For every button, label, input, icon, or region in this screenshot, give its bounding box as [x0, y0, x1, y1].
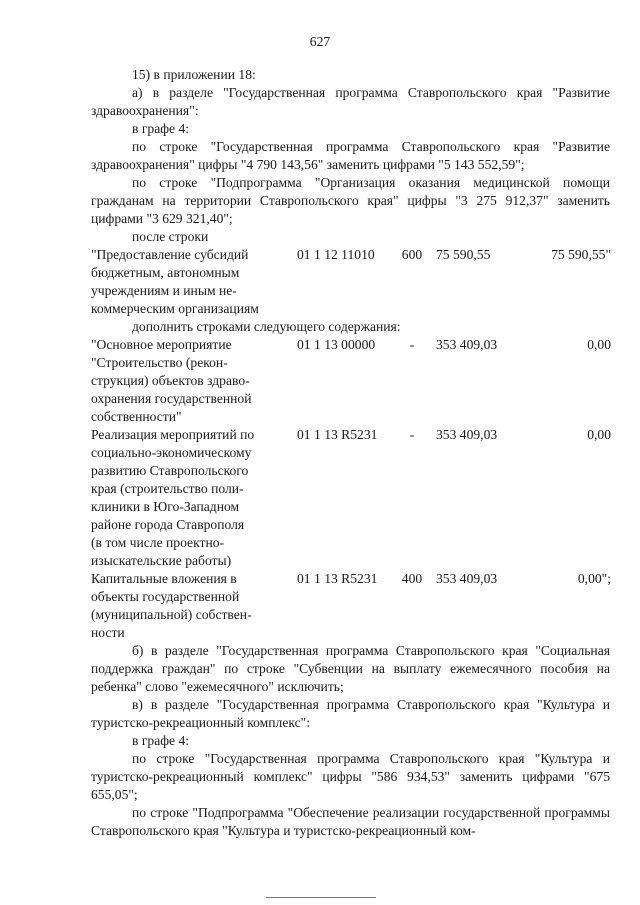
row-code: 01 1 12 11010: [297, 247, 375, 262]
row-kvr: 400: [401, 571, 423, 586]
row-kvr: -: [409, 427, 415, 442]
row-kvr: -: [409, 337, 415, 352]
paragraph-add-rows: дополнить строками следующего содержания:: [132, 319, 401, 334]
row-kvr: 600: [401, 247, 423, 262]
row-value-1: 353 409,03: [436, 571, 498, 586]
paragraph-item-15: 15) в приложении 18:: [132, 67, 256, 82]
row-value-1: 353 409,03: [436, 337, 498, 352]
paragraph-section-a: а) в разделе "Государственная программа Ставропольского края "Развитие здравоохранения":: [91, 85, 610, 118]
row-value-2: 0,00: [587, 427, 611, 442]
page-bottom-mark: [266, 897, 376, 898]
table-row: [91, 246, 610, 318]
paragraph-after-row: после строки: [132, 229, 209, 244]
row-value-2: 75 590,55": [551, 247, 611, 262]
row-value-2: 0,00";: [577, 571, 611, 586]
paragraph-column-4: в графе 4:: [132, 121, 190, 136]
row-value-1: 353 409,03: [436, 427, 498, 442]
row-name: "Основное мероприятие "Строительство (рекон- струкция) объектов здраво- охранения государственной собственности": [91, 337, 252, 424]
table-row: [91, 426, 610, 570]
paragraph-culture-subprogram: по строке "Подпрограмма "Обеспечение реализации государственной программы Ставропольского края "Культура и туристско-рекреационный ком-: [91, 805, 610, 838]
paragraph-subprogram-total: по строке "Подпрограмма "Организация оказания медицинской помощи гражданам на территории Ставропольского края" цифры "3 275 912,37" заменить цифрами "3 629 321,40";: [91, 175, 610, 226]
row-code: 01 1 13 R5231: [297, 427, 378, 442]
row-code: 01 1 13 00000: [297, 337, 376, 352]
paragraph-section-b: б) в разделе "Государственная программа Ставропольского края "Социальная поддержка граждан" по строке "Субвенции на выплату ежемесячного пособия на ребенка" слово "ежемесячного" исключить;: [91, 643, 610, 694]
paragraph-culture-total: по строке "Государственная программа Ставропольского края "Культура и туристско-рекреационный комплекс" цифры "586 934,53" заменить цифрами "675 655,05";: [91, 751, 610, 802]
table-row: [91, 336, 610, 426]
row-name: Реализация мероприятий по социально-экономическому развитию Ставропольского края (строительство поли- клиники в Юго-Западном районе города Ставрополя (в том числе проектно- изыскательские работы): [91, 427, 255, 568]
paragraph-section-v: в) в разделе "Государственная программа Ставропольского края "Культура и туристско-рекреационный комплекс":: [91, 697, 610, 730]
row-name: Капитальные вложения в объекты государственной (муниципальной) собствен- ности: [91, 571, 252, 640]
document-body: [91, 66, 610, 840]
page-number: 627: [309, 34, 331, 49]
row-code: 01 1 13 R5231: [297, 571, 378, 586]
table-row: [91, 570, 610, 642]
row-value-1: 75 590,55: [436, 247, 491, 262]
paragraph-program-total: по строке "Государственная программа Ставропольского края "Развитие здравоохранения" цифры "4 790 143,56" заменить цифрами "5 143 552,59";: [91, 139, 610, 172]
paragraph-column-4-b: в графе 4:: [132, 733, 190, 748]
row-name: "Предоставление субсидий бюджетным, автономным учреждениям и иным не- коммерческим организациям: [91, 247, 259, 316]
row-value-2: 0,00: [587, 337, 611, 352]
